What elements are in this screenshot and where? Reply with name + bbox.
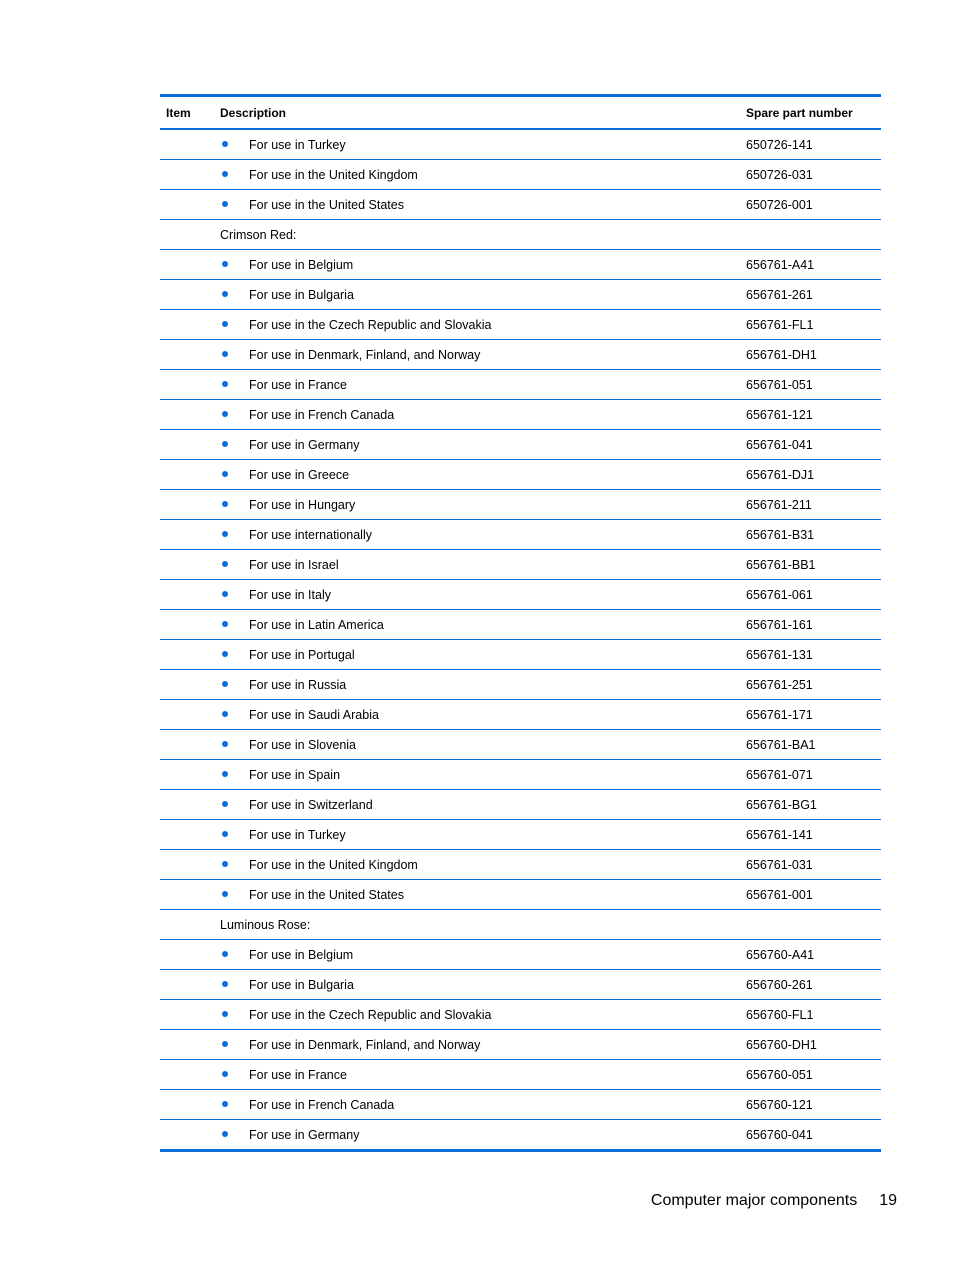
bullet-icon	[222, 531, 228, 537]
cell-item	[160, 640, 214, 670]
table-row	[160, 580, 881, 610]
description-text: For use in Denmark, Finland, and Norway	[249, 1037, 481, 1052]
table-row	[160, 940, 881, 970]
table-row	[160, 310, 881, 340]
cell-group-heading	[214, 220, 740, 250]
cell-item	[160, 850, 214, 880]
header-item: Item	[160, 96, 214, 130]
description-text: For use in the United States	[249, 887, 404, 902]
cell-spare-part-number: 656761-B31	[740, 520, 881, 550]
description-text: For use in Spain	[249, 767, 341, 782]
cell-description	[214, 940, 740, 970]
cell-description	[214, 280, 740, 310]
cell-description	[214, 610, 740, 640]
bullet-icon	[222, 621, 228, 627]
table-row	[160, 700, 881, 730]
cell-spare-part-number: 656760-261	[740, 970, 881, 1000]
bullet-icon	[222, 771, 228, 777]
bullet-icon	[222, 741, 228, 747]
description-text: Crimson Red:	[220, 227, 297, 242]
bullet-icon	[222, 1131, 228, 1137]
cell-description	[214, 1030, 740, 1060]
cell-group-heading	[214, 910, 740, 940]
description-text: For use in Greece	[249, 467, 350, 482]
bullet-icon	[222, 891, 228, 897]
cell-spare-part-number: 656761-031	[740, 850, 881, 880]
cell-spare-part-number: 656761-261	[740, 280, 881, 310]
cell-description	[214, 490, 740, 520]
description-text: For use in Israel	[249, 557, 339, 572]
cell-spare-part-number: 656761-BA1	[740, 730, 881, 760]
cell-description	[214, 1120, 740, 1151]
cell-description	[214, 670, 740, 700]
cell-description	[214, 520, 740, 550]
bullet-icon	[222, 591, 228, 597]
cell-item	[160, 580, 214, 610]
cell-spare-part-number: 656761-FL1	[740, 310, 881, 340]
bullet-icon	[222, 651, 228, 657]
cell-spare-part-number: 656761-211	[740, 490, 881, 520]
table-row	[160, 1120, 881, 1151]
cell-item	[160, 490, 214, 520]
cell-spare-part-number	[740, 220, 881, 250]
table-row	[160, 129, 881, 160]
cell-spare-part-number: 656761-171	[740, 700, 881, 730]
cell-item	[160, 730, 214, 760]
cell-description	[214, 1000, 740, 1030]
cell-item	[160, 310, 214, 340]
cell-description	[214, 820, 740, 850]
cell-item	[160, 820, 214, 850]
description-text: For use in French Canada	[249, 1097, 395, 1112]
cell-item	[160, 160, 214, 190]
cell-item	[160, 760, 214, 790]
bullet-icon	[222, 711, 228, 717]
bullet-icon	[222, 141, 228, 147]
bullet-icon	[222, 681, 228, 687]
table-row	[160, 250, 881, 280]
cell-item	[160, 520, 214, 550]
page-number: 19	[879, 1192, 897, 1209]
cell-item	[160, 910, 214, 940]
table-row	[160, 1030, 881, 1060]
cell-item	[160, 610, 214, 640]
cell-spare-part-number: 656761-121	[740, 400, 881, 430]
cell-description	[214, 370, 740, 400]
bullet-icon	[222, 561, 228, 567]
table-row	[160, 730, 881, 760]
cell-spare-part-number	[740, 910, 881, 940]
cell-item	[160, 220, 214, 250]
cell-description	[214, 400, 740, 430]
cell-spare-part-number: 656761-001	[740, 880, 881, 910]
description-text: For use in Denmark, Finland, and Norway	[249, 347, 481, 362]
description-text: For use in Italy	[249, 587, 331, 602]
cell-item	[160, 700, 214, 730]
cell-description	[214, 160, 740, 190]
cell-spare-part-number: 656761-141	[740, 820, 881, 850]
cell-description	[214, 700, 740, 730]
cell-item	[160, 460, 214, 490]
description-text: For use in Germany	[249, 437, 360, 452]
description-text: For use in Turkey	[249, 827, 346, 842]
bullet-icon	[222, 261, 228, 267]
bullet-icon	[222, 501, 228, 507]
header-spare-part-number: Spare part number	[740, 96, 881, 130]
table-row	[160, 910, 881, 940]
cell-description	[214, 580, 740, 610]
cell-item	[160, 1090, 214, 1120]
cell-description	[214, 760, 740, 790]
description-text: For use in Turkey	[249, 137, 346, 152]
cell-item	[160, 400, 214, 430]
cell-item	[160, 880, 214, 910]
cell-description	[214, 460, 740, 490]
cell-item	[160, 1120, 214, 1151]
description-text: For use in Belgium	[249, 947, 354, 962]
cell-description	[214, 880, 740, 910]
table-row	[160, 460, 881, 490]
description-text: For use in the Czech Republic and Slovakia	[249, 1007, 492, 1022]
table-row	[160, 430, 881, 460]
cell-description	[214, 730, 740, 760]
table-row	[160, 280, 881, 310]
table-row	[160, 970, 881, 1000]
table-row	[160, 160, 881, 190]
description-text: For use in Portugal	[249, 647, 355, 662]
table-body	[160, 129, 881, 1151]
table-row	[160, 670, 881, 700]
table-row	[160, 610, 881, 640]
description-text: For use in Bulgaria	[249, 977, 354, 992]
description-text: For use in Germany	[249, 1127, 360, 1142]
description-text: For use in Hungary	[249, 497, 356, 512]
description-text: For use in Belgium	[249, 257, 354, 272]
bullet-icon	[222, 171, 228, 177]
cell-spare-part-number: 650726-141	[740, 129, 881, 160]
table-row	[160, 190, 881, 220]
table-header-row	[160, 96, 881, 130]
cell-item	[160, 550, 214, 580]
table-row	[160, 880, 881, 910]
cell-item	[160, 970, 214, 1000]
cell-item	[160, 129, 214, 160]
cell-spare-part-number: 656761-061	[740, 580, 881, 610]
cell-item	[160, 790, 214, 820]
cell-spare-part-number: 650726-001	[740, 190, 881, 220]
bullet-icon	[222, 981, 228, 987]
table-row	[160, 1000, 881, 1030]
cell-item	[160, 190, 214, 220]
cell-item	[160, 1060, 214, 1090]
cell-item	[160, 670, 214, 700]
cell-spare-part-number: 650726-031	[740, 160, 881, 190]
description-text: For use in the United Kingdom	[249, 857, 418, 872]
table-row	[160, 850, 881, 880]
cell-spare-part-number: 656761-131	[740, 640, 881, 670]
cell-description	[214, 129, 740, 160]
table-row	[160, 1060, 881, 1090]
description-text: For use in the Czech Republic and Slovakia	[249, 317, 492, 332]
cell-spare-part-number: 656760-121	[740, 1090, 881, 1120]
bullet-icon	[222, 291, 228, 297]
bullet-icon	[222, 831, 228, 837]
cell-spare-part-number: 656761-A41	[740, 250, 881, 280]
description-text: For use in Switzerland	[249, 797, 373, 812]
bullet-icon	[222, 1101, 228, 1107]
footer-section-title: Computer major components	[650, 1192, 858, 1209]
table-row	[160, 400, 881, 430]
table-row	[160, 820, 881, 850]
table-row	[160, 1090, 881, 1120]
description-text: For use in France	[249, 377, 347, 392]
description-text: For use in Latin America	[249, 617, 384, 632]
cell-item	[160, 430, 214, 460]
bullet-icon	[222, 861, 228, 867]
cell-description	[214, 790, 740, 820]
cell-description	[214, 190, 740, 220]
cell-item	[160, 340, 214, 370]
cell-spare-part-number: 656761-041	[740, 430, 881, 460]
bullet-icon	[222, 801, 228, 807]
cell-item	[160, 1030, 214, 1060]
cell-item	[160, 940, 214, 970]
cell-description	[214, 310, 740, 340]
bullet-icon	[222, 1071, 228, 1077]
table-row	[160, 550, 881, 580]
bullet-icon	[222, 1011, 228, 1017]
cell-spare-part-number: 656761-BG1	[740, 790, 881, 820]
cell-item	[160, 1000, 214, 1030]
cell-description	[214, 340, 740, 370]
cell-description	[214, 850, 740, 880]
cell-item	[160, 370, 214, 400]
table-row	[160, 490, 881, 520]
bullet-icon	[222, 471, 228, 477]
bullet-icon	[222, 411, 228, 417]
table-row	[160, 520, 881, 550]
description-text: Luminous Rose:	[220, 917, 311, 932]
description-text: For use in the United Kingdom	[249, 167, 418, 182]
bullet-icon	[222, 951, 228, 957]
table-row	[160, 340, 881, 370]
cell-spare-part-number: 656760-041	[746, 1127, 813, 1142]
cell-description	[214, 430, 740, 460]
cell-description	[214, 550, 740, 580]
cell-item	[160, 250, 214, 280]
description-text: For use in Slovenia	[249, 737, 357, 752]
bullet-icon	[222, 1041, 228, 1047]
bullet-icon	[222, 321, 228, 327]
cell-description	[214, 250, 740, 280]
cell-spare-part-number: 656761-051	[740, 370, 881, 400]
header-description: Description	[214, 96, 740, 130]
cell-item	[160, 280, 214, 310]
page-footer	[651, 1192, 897, 1210]
cell-spare-part-number: 656761-BB1	[740, 550, 881, 580]
cell-spare-part-number: 656760-051	[740, 1060, 881, 1090]
spare-parts-table	[160, 94, 881, 1152]
bullet-icon	[222, 441, 228, 447]
cell-description	[214, 970, 740, 1000]
cell-description	[214, 1060, 740, 1090]
table-row	[160, 220, 881, 250]
cell-spare-part-number: 656761-251	[740, 670, 881, 700]
table-row	[160, 640, 881, 670]
description-text: For use in France	[249, 1067, 347, 1082]
table-row	[160, 760, 881, 790]
cell-spare-part-number: 656760-FL1	[740, 1000, 881, 1030]
cell-description	[214, 1090, 740, 1120]
cell-description	[214, 640, 740, 670]
description-text: For use internationally	[249, 527, 372, 542]
bullet-icon	[222, 201, 228, 207]
cell-spare-part-number: 656761-DJ1	[740, 460, 881, 490]
description-text: For use in Saudi Arabia	[249, 707, 379, 722]
cell-spare-part-number: 656760-DH1	[740, 1030, 881, 1060]
cell-spare-part-number: 656761-071	[740, 760, 881, 790]
table-row	[160, 790, 881, 820]
description-text: For use in Bulgaria	[249, 287, 354, 302]
cell-spare-part-number: 656760-A41	[740, 940, 881, 970]
description-text: For use in Russia	[249, 677, 347, 692]
bullet-icon	[222, 381, 228, 387]
description-text: For use in the United States	[249, 197, 404, 212]
bullet-icon	[222, 351, 228, 357]
cell-spare-part-number: 656761-DH1	[740, 340, 881, 370]
description-text: For use in French Canada	[249, 407, 395, 422]
table-row	[160, 370, 881, 400]
cell-spare-part-number: 656761-161	[740, 610, 881, 640]
